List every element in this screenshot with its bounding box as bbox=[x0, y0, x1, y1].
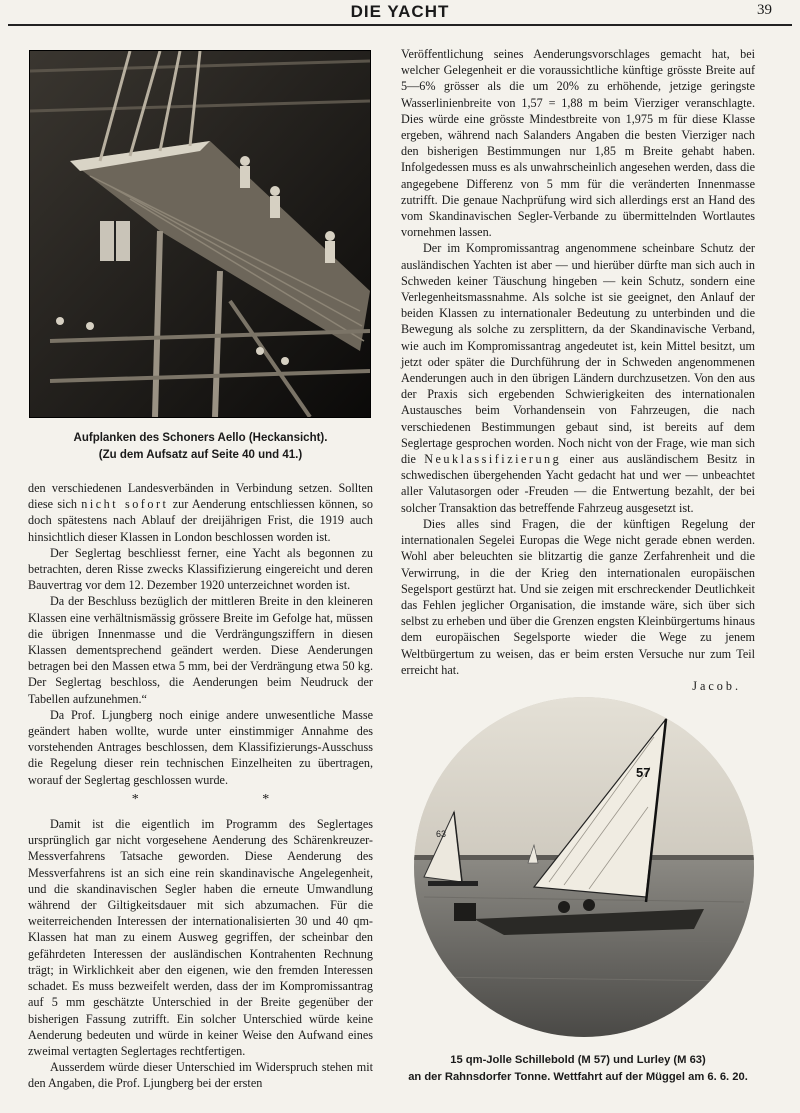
bottom-caption-line2: an der Rahnsdorfer Tonne. Wettfahrt auf der Müggel am 6. 6. 20. bbox=[408, 1071, 748, 1083]
author-signature: Jacob. bbox=[692, 678, 741, 693]
paragraph: Der im Kompromissantrag angenommene scheinbare Schutz der ausländischen Yachten ist aber — und hierüber dürfte man sich auch in Schweden keiner Täuschung hingeben — kein Schutz, sondern eine Verlegenheitsmassnahme. Als solche ist sie geeignet, den Anlauf der beiden Klassen zu internationaler Bedeutung zu unterbinden und die Bewegung als solche zu zersplittern, da der Skandinavische Verband, wie auch im Kompromissantrag angedeutet ist, kein Mittel besitzt, um jetzt oder später die Durchführung der in Schweden angenommenen Aenderungen auch in den übrigen Ländern durchzusetzen. Von den aus der Praxis sich ergebenden Schwierigkeiten des internationalen Austausches beim Vorhandensein von Fahrzeugen, die nach verschiedenen Bestimmungen gebaut sind, ist bereits auf dem Seglertage gesprochen worden. Noch nicht von der Frage, wie man sich die Neuklassifizierung einer aus ausländischem Besitz in schwedischen übergehenden Yacht gedacht hat und wer — unbeachtet aller Valutasorgen oder -Freuden — die Entwertung bezahlt, der bei solcher Transaktion das betreffende Fahrzeug ausgesetzt ist. bbox=[401, 241, 756, 515]
bottom-photo-caption bbox=[401, 1052, 755, 1086]
paragraph: Da Prof. Ljungberg noch einige andere unwesentliche Masse geändert haben wollte, wurde unter einstimmiger Annahme des vorstehenden Antrages beschlossen, dem Klassifizierungs-Ausschuss die Regelung dieser rein technischen Einzelheiten zu übertragen, worauf der Seglertag geschlossen wurde. bbox=[28, 707, 373, 787]
schooner-hull-illustration bbox=[30, 51, 370, 417]
schooner-planking-photo bbox=[29, 50, 371, 418]
paragraph: den verschiedenen Landesverbänden in Verbindung setzen. Sollten diese sich nicht sofort zur Aenderung entschliessen können, so doch spätestens nach Ablauf der dreijährigen Frist, die 1919 auch hinsichtlich dieser Klassen in London beschlossen worden ist. bbox=[28, 481, 373, 544]
paragraph: Der Seglertag beschliesst ferner, eine Yacht als begonnen zu betrachten, deren Risse zwecks Klassifizierung eingereicht und deren Bauvertrag vor dem 12. Dezember 1920 unterzeichnet worden ist. bbox=[28, 545, 373, 593]
far-sail-number: 63 bbox=[436, 829, 447, 839]
top-caption-line1: Aufplanken des Schoners Aello (Heckansicht). bbox=[73, 432, 328, 444]
bottom-caption-line1: 15 qm-Jolle Schillebold (M 57) und Lurley (M 63) bbox=[450, 1054, 706, 1066]
section-separator: * * bbox=[131, 791, 330, 807]
paragraph: Veröffentlichung seines Aenderungsvorschlages gemacht hat, bei welcher Gelegenheit er die voraussichtliche künftige grösste Breite auf 5—6% grösser als die um 20% zu erhöhende, jetzige geringste Wasserlinienbreite von 1,57 = 1,88 m beim Vierziger veranschlagte. Dies würde eine grösste Mindestbreite von 1,975 m für diese Klasse ergeben, während nach Salanders Angaben die besten Vierziger nach den bisherigen Bestimmungen nur 1,85 m Breite gehabt haben. Infolgedessen muss es als unwahrscheinlich angesehen werden, dass die angegebene Differenz von 5 mm für die veränderten Innenmasse zutrifft. Die genaue Nachprüfung wird sich allerdings erst an Hand des vom Skandinavischen Segler-Verbande zu übermittelnden Wortlautes vornehmen lassen. bbox=[401, 47, 755, 240]
sailing-dinghies-photo bbox=[414, 697, 754, 1037]
top-photo-caption bbox=[28, 430, 373, 464]
paragraph: Da der Beschluss bezüglich der mittleren Breite in den kleineren Klassen eine verhältnismässig grössere Breite im Gefolge hat, müssen die übrigen Innenmasse und die Verdrängungsziffern in diesen Klassen dementsprechend geändert werden. Diese Aenderungen betragen bei den Massen etwa 5 mm, bei der Verdrängung etwa 50 kg. Der Seglertag beschloss, die Aenderungen beim Neudruck der Tabellen aufzunehmen.“ bbox=[28, 594, 373, 706]
paragraph: Damit ist die eigentlich im Programm des Seglertages ursprünglich gar nicht vorgesehene Aenderung des Schärenkreuzer-Messverfahrens Tatsache geworden. Diese Aenderung des Messverfahrens ist an sich eine rein skandinavische Angelegenheit, und die skandinavischen Segler haben die erneute Umwandlung während der Giltigkeitsdauer mit sich abzumachen. Für die weiterreichenden Interessen der internationalisierten 30 und 40 qm-Klassen hat man zu einem Ausweg gegriffen, der scheinbar den gefährdeten Interessen der ausländischen Kontrahenten Rechnung trägt; in Wirklichkeit aber den eigenen, wie den fremden Interessen schadet. Es muss bezweifelt werden, dass der im Kompromissantrag auf 5 mm geschätzte Unterschied in der Breite gegenüber der bisherigen Fassung zutrifft. Ein solcher Unterschied würde keine Aenderung bedeuten und würde in keiner Weise den Aufwand eines zweimal vertagten Seglertages rechtfertigen. bbox=[28, 817, 373, 1058]
left-column-text bbox=[28, 480, 373, 1092]
page-header bbox=[0, 0, 800, 26]
running-title: DIE YACHT bbox=[350, 2, 450, 21]
right-column-text bbox=[401, 46, 755, 694]
page-number: 39 bbox=[757, 2, 772, 18]
paragraph: Ausserdem würde dieser Unterschied im Widerspruch stehen mit den Angaben, die Prof. Ljungberg bei der ersten bbox=[28, 1060, 373, 1091]
header-rule bbox=[8, 24, 792, 26]
paragraph: Dies alles sind Fragen, die der künftigen Regelung der internationalen Segelei Europas die Wege nicht gerade ebnen werden. Wohl aber beleuchten sie blitzartig die ganze Zerfahrenheit und die Verwirrung, in die der Krieg den internationalen europäischen Segelsport gestürzt hat. Und sie zeigen mit erschreckender Deutlichkeit das Fehlen jeglicher Organisation, die imstande wäre, sich über sich selbst zu erheben und über die Grenzen engsten Kleinbürgertums hinaus dem europäischen Segelsporte wieder die Wege zu jenem Weltbürgertum zu weisen, das er beim ersten Versuche nur zum Teil erreicht hat. bbox=[401, 516, 755, 677]
top-caption-line2: (Zu dem Aufsatz auf Seite 40 und 41.) bbox=[98, 449, 303, 461]
emphasis-spaced: nicht sofort bbox=[81, 497, 169, 512]
dinghies-illustration bbox=[414, 697, 754, 1037]
near-sail-number: 57 bbox=[636, 765, 651, 780]
emphasis-spaced: Neuklassifizierung bbox=[424, 452, 562, 467]
